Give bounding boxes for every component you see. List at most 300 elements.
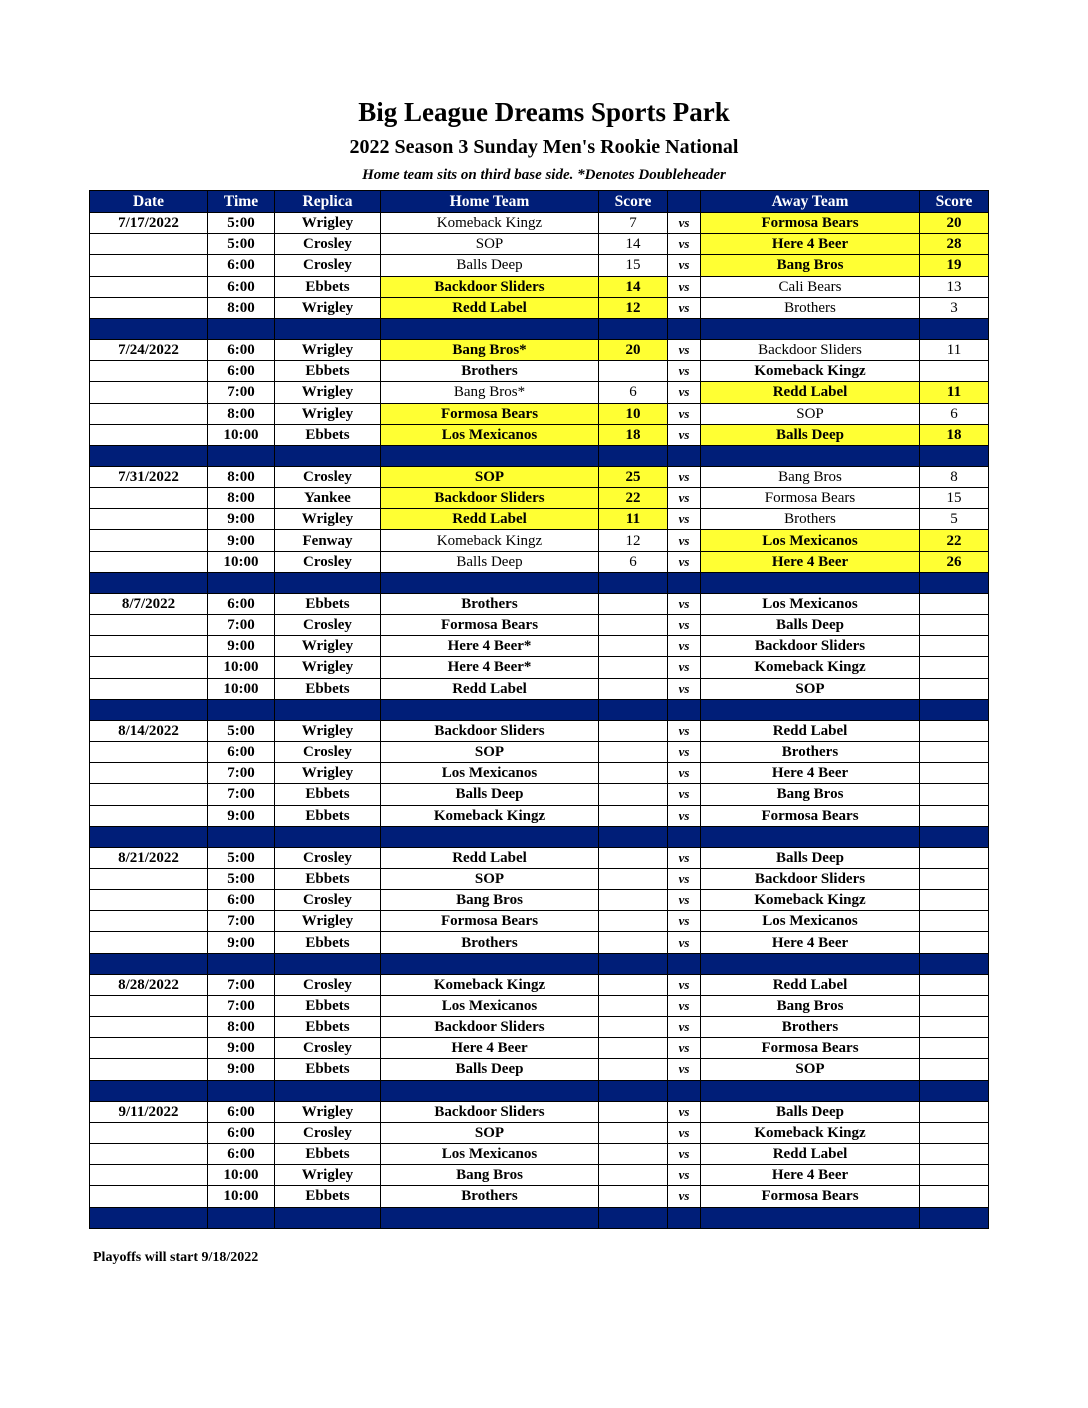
away-team-cell: Komeback Kingz xyxy=(701,657,920,678)
replica-cell: Crosley xyxy=(275,847,381,868)
away-team-cell: Formosa Bears xyxy=(701,1186,920,1207)
away-team-cell: Balls Deep xyxy=(701,615,920,636)
replica-cell: Wrigley xyxy=(275,911,381,932)
time-cell: 6:00 xyxy=(208,276,275,297)
home-team-cell: Komeback Kingz xyxy=(381,530,599,551)
separator-cell xyxy=(920,953,989,974)
home-score-cell xyxy=(599,763,668,784)
separator-cell xyxy=(668,826,701,847)
table-row xyxy=(90,805,989,826)
separator-cell xyxy=(701,953,920,974)
vs-cell: vs xyxy=(668,1038,701,1059)
home-score-cell xyxy=(599,678,668,699)
separator-cell xyxy=(90,699,208,720)
table-row xyxy=(90,466,989,487)
home-team-cell: Backdoor Sliders xyxy=(381,1101,599,1122)
away-team-cell: Redd Label xyxy=(701,974,920,995)
away-score-cell xyxy=(920,1059,989,1080)
home-score-cell xyxy=(599,995,668,1016)
home-score-cell: 20 xyxy=(599,339,668,360)
vs-cell: vs xyxy=(668,784,701,805)
replica-cell: Fenway xyxy=(275,530,381,551)
date-cell xyxy=(90,1038,208,1059)
vs-cell: vs xyxy=(668,551,701,572)
home-team-cell: Bang Bros* xyxy=(381,382,599,403)
replica-cell: Wrigley xyxy=(275,297,381,318)
separator-cell xyxy=(668,572,701,593)
date-cell: 7/24/2022 xyxy=(90,339,208,360)
vs-cell: vs xyxy=(668,1143,701,1164)
home-team-cell: Komeback Kingz xyxy=(381,974,599,995)
replica-cell: Crosley xyxy=(275,1038,381,1059)
time-cell: 10:00 xyxy=(208,657,275,678)
replica-cell: Ebbets xyxy=(275,1186,381,1207)
home-team-cell: Redd Label xyxy=(381,847,599,868)
replica-cell: Ebbets xyxy=(275,1143,381,1164)
home-score-cell xyxy=(599,657,668,678)
replica-cell: Wrigley xyxy=(275,1165,381,1186)
week-separator-row xyxy=(90,826,989,847)
away-team-cell: Here 4 Beer xyxy=(701,234,920,255)
page-subtitle: 2022 Season 3 Sunday Men's Rookie National xyxy=(349,136,739,158)
away-team-cell: Backdoor Sliders xyxy=(701,636,920,657)
home-score-cell xyxy=(599,741,668,762)
date-cell: 9/11/2022 xyxy=(90,1101,208,1122)
time-cell: 6:00 xyxy=(208,1101,275,1122)
table-row xyxy=(90,890,989,911)
replica-cell: Wrigley xyxy=(275,403,381,424)
separator-cell xyxy=(701,826,920,847)
home-score-cell xyxy=(599,784,668,805)
separator-cell xyxy=(208,826,275,847)
time-cell: 6:00 xyxy=(208,1122,275,1143)
time-cell: 9:00 xyxy=(208,1059,275,1080)
time-cell: 7:00 xyxy=(208,763,275,784)
time-cell: 10:00 xyxy=(208,424,275,445)
away-score-cell: 8 xyxy=(920,466,989,487)
away-team-cell: Brothers xyxy=(701,741,920,762)
vs-cell: vs xyxy=(668,509,701,530)
separator-cell xyxy=(668,699,701,720)
col-away-team: Away Team xyxy=(701,191,920,213)
separator-cell xyxy=(275,572,381,593)
away-team-cell: SOP xyxy=(701,403,920,424)
separator-cell xyxy=(599,572,668,593)
time-cell: 5:00 xyxy=(208,234,275,255)
replica-cell: Wrigley xyxy=(275,657,381,678)
home-score-cell: 6 xyxy=(599,551,668,572)
away-team-cell: Bang Bros xyxy=(701,784,920,805)
replica-cell: Crosley xyxy=(275,234,381,255)
time-cell: 9:00 xyxy=(208,932,275,953)
date-cell: 8/14/2022 xyxy=(90,720,208,741)
date-cell: 8/7/2022 xyxy=(90,593,208,614)
away-team-cell: Redd Label xyxy=(701,720,920,741)
replica-cell: Ebbets xyxy=(275,932,381,953)
away-team-cell: Formosa Bears xyxy=(701,805,920,826)
separator-cell xyxy=(381,826,599,847)
home-team-cell: SOP xyxy=(381,1122,599,1143)
table-row xyxy=(90,593,989,614)
replica-cell: Ebbets xyxy=(275,593,381,614)
vs-cell: vs xyxy=(668,615,701,636)
home-score-cell xyxy=(599,1101,668,1122)
vs-cell: vs xyxy=(668,361,701,382)
home-score-cell: 18 xyxy=(599,424,668,445)
away-score-cell xyxy=(920,1165,989,1186)
away-score-cell xyxy=(920,995,989,1016)
home-score-cell xyxy=(599,1143,668,1164)
home-team-cell: SOP xyxy=(381,234,599,255)
table-row xyxy=(90,678,989,699)
away-team-cell: Komeback Kingz xyxy=(701,890,920,911)
date-cell xyxy=(90,911,208,932)
home-score-cell: 6 xyxy=(599,382,668,403)
time-cell: 6:00 xyxy=(208,255,275,276)
home-team-cell: Balls Deep xyxy=(381,784,599,805)
time-cell: 9:00 xyxy=(208,805,275,826)
time-cell: 8:00 xyxy=(208,466,275,487)
separator-cell xyxy=(701,1207,920,1228)
table-row xyxy=(90,868,989,889)
separator-cell xyxy=(701,318,920,339)
table-row xyxy=(90,403,989,424)
vs-cell: vs xyxy=(668,911,701,932)
vs-cell: vs xyxy=(668,1059,701,1080)
table-row xyxy=(90,488,989,509)
table-row xyxy=(90,1122,989,1143)
time-cell: 8:00 xyxy=(208,1017,275,1038)
home-team-cell: Los Mexicanos xyxy=(381,424,599,445)
vs-cell: vs xyxy=(668,636,701,657)
home-team-cell: Los Mexicanos xyxy=(381,1143,599,1164)
home-score-cell: 11 xyxy=(599,509,668,530)
date-cell xyxy=(90,276,208,297)
replica-cell: Ebbets xyxy=(275,995,381,1016)
col-time: Time xyxy=(208,191,275,213)
away-score-cell xyxy=(920,890,989,911)
time-cell: 6:00 xyxy=(208,593,275,614)
table-row xyxy=(90,339,989,360)
replica-cell: Ebbets xyxy=(275,1059,381,1080)
table-row xyxy=(90,530,989,551)
table-row xyxy=(90,1165,989,1186)
separator-cell xyxy=(208,572,275,593)
away-team-cell: Komeback Kingz xyxy=(701,1122,920,1143)
away-team-cell: Brothers xyxy=(701,297,920,318)
replica-cell: Crosley xyxy=(275,466,381,487)
away-team-cell: Formosa Bears xyxy=(701,488,920,509)
home-score-cell xyxy=(599,805,668,826)
replica-cell: Crosley xyxy=(275,974,381,995)
home-score-cell: 15 xyxy=(599,255,668,276)
date-cell xyxy=(90,1165,208,1186)
home-score-cell xyxy=(599,1017,668,1038)
home-team-cell: Komeback Kingz xyxy=(381,213,599,234)
away-team-cell: Redd Label xyxy=(701,1143,920,1164)
vs-cell: vs xyxy=(668,403,701,424)
home-score-cell xyxy=(599,720,668,741)
home-team-cell: Formosa Bears xyxy=(381,403,599,424)
home-team-cell: Brothers xyxy=(381,361,599,382)
home-team-cell: Brothers xyxy=(381,593,599,614)
vs-cell: vs xyxy=(668,678,701,699)
home-team-cell: Backdoor Sliders xyxy=(381,1017,599,1038)
away-team-cell: Cali Bears xyxy=(701,276,920,297)
separator-cell xyxy=(208,318,275,339)
away-score-cell xyxy=(920,763,989,784)
separator-cell xyxy=(920,1207,989,1228)
away-team-cell: Komeback Kingz xyxy=(701,361,920,382)
home-team-cell: Here 4 Beer* xyxy=(381,657,599,678)
date-cell xyxy=(90,234,208,255)
table-row xyxy=(90,424,989,445)
time-cell: 6:00 xyxy=(208,1143,275,1164)
separator-cell xyxy=(599,318,668,339)
home-score-cell xyxy=(599,1165,668,1186)
date-cell xyxy=(90,1017,208,1038)
away-score-cell: 5 xyxy=(920,509,989,530)
separator-cell xyxy=(90,1207,208,1228)
home-team-cell: SOP xyxy=(381,466,599,487)
away-score-cell xyxy=(920,911,989,932)
time-cell: 10:00 xyxy=(208,1186,275,1207)
table-row xyxy=(90,720,989,741)
table-row xyxy=(90,509,989,530)
time-cell: 10:00 xyxy=(208,1165,275,1186)
away-team-cell: Backdoor Sliders xyxy=(701,868,920,889)
home-score-cell xyxy=(599,847,668,868)
date-cell xyxy=(90,1186,208,1207)
away-score-cell xyxy=(920,657,989,678)
away-score-cell: 20 xyxy=(920,213,989,234)
separator-cell xyxy=(668,1207,701,1228)
vs-cell: vs xyxy=(668,1101,701,1122)
away-team-cell: Balls Deep xyxy=(701,1101,920,1122)
vs-cell: vs xyxy=(668,255,701,276)
away-score-cell xyxy=(920,615,989,636)
replica-cell: Wrigley xyxy=(275,339,381,360)
date-cell xyxy=(90,657,208,678)
separator-cell xyxy=(90,953,208,974)
col-date: Date xyxy=(90,191,208,213)
home-team-cell: Los Mexicanos xyxy=(381,763,599,784)
date-cell xyxy=(90,890,208,911)
time-cell: 7:00 xyxy=(208,995,275,1016)
time-cell: 9:00 xyxy=(208,530,275,551)
home-team-cell: Balls Deep xyxy=(381,255,599,276)
vs-cell: vs xyxy=(668,1165,701,1186)
separator-cell xyxy=(381,1080,599,1101)
away-score-cell xyxy=(920,1017,989,1038)
home-team-cell: Brothers xyxy=(381,932,599,953)
home-score-cell xyxy=(599,1122,668,1143)
home-score-cell xyxy=(599,1038,668,1059)
separator-cell xyxy=(275,826,381,847)
table-row xyxy=(90,382,989,403)
table-row xyxy=(90,551,989,572)
away-score-cell xyxy=(920,720,989,741)
home-score-cell xyxy=(599,932,668,953)
col-replica: Replica xyxy=(275,191,381,213)
separator-cell xyxy=(275,1080,381,1101)
vs-cell: vs xyxy=(668,297,701,318)
separator-cell xyxy=(90,1080,208,1101)
vs-cell: vs xyxy=(668,488,701,509)
date-cell: 8/28/2022 xyxy=(90,974,208,995)
home-team-cell: Balls Deep xyxy=(381,551,599,572)
home-score-cell: 22 xyxy=(599,488,668,509)
home-team-cell: Bang Bros xyxy=(381,1165,599,1186)
table-row xyxy=(90,297,989,318)
separator-cell xyxy=(701,572,920,593)
home-team-cell: Formosa Bears xyxy=(381,615,599,636)
date-cell xyxy=(90,1122,208,1143)
date-cell: 7/31/2022 xyxy=(90,466,208,487)
home-team-cell: Redd Label xyxy=(381,297,599,318)
separator-cell xyxy=(381,445,599,466)
vs-cell: vs xyxy=(668,593,701,614)
home-team-cell: Brothers xyxy=(381,1186,599,1207)
date-cell xyxy=(90,678,208,699)
footer-note: Playoffs will start 9/18/2022 xyxy=(93,1250,259,1265)
home-score-cell: 25 xyxy=(599,466,668,487)
week-separator-row xyxy=(90,1080,989,1101)
vs-cell: vs xyxy=(668,741,701,762)
time-cell: 10:00 xyxy=(208,551,275,572)
away-team-cell: Bang Bros xyxy=(701,466,920,487)
vs-cell: vs xyxy=(668,530,701,551)
header-row xyxy=(90,191,989,213)
home-score-cell xyxy=(599,868,668,889)
separator-cell xyxy=(208,1080,275,1101)
home-score-cell xyxy=(599,890,668,911)
away-score-cell xyxy=(920,784,989,805)
time-cell: 7:00 xyxy=(208,615,275,636)
replica-cell: Wrigley xyxy=(275,213,381,234)
home-score-cell: 12 xyxy=(599,297,668,318)
time-cell: 5:00 xyxy=(208,720,275,741)
away-team-cell: Los Mexicanos xyxy=(701,593,920,614)
away-team-cell: Bang Bros xyxy=(701,995,920,1016)
separator-cell xyxy=(599,699,668,720)
replica-cell: Yankee xyxy=(275,488,381,509)
vs-cell: vs xyxy=(668,974,701,995)
away-score-cell: 19 xyxy=(920,255,989,276)
replica-cell: Crosley xyxy=(275,741,381,762)
date-cell xyxy=(90,615,208,636)
away-team-cell: Formosa Bears xyxy=(701,1038,920,1059)
separator-cell xyxy=(275,953,381,974)
schedule-body xyxy=(90,213,989,1229)
table-row xyxy=(90,1017,989,1038)
week-separator-row xyxy=(90,572,989,593)
week-separator-row xyxy=(90,318,989,339)
date-cell xyxy=(90,741,208,762)
away-team-cell: SOP xyxy=(701,678,920,699)
col-home-team: Home Team xyxy=(381,191,599,213)
replica-cell: Crosley xyxy=(275,1122,381,1143)
away-score-cell: 13 xyxy=(920,276,989,297)
time-cell: 5:00 xyxy=(208,213,275,234)
away-team-cell: Redd Label xyxy=(701,382,920,403)
home-team-cell: Formosa Bears xyxy=(381,911,599,932)
away-score-cell: 3 xyxy=(920,297,989,318)
vs-cell: vs xyxy=(668,339,701,360)
vs-cell: vs xyxy=(668,995,701,1016)
separator-cell xyxy=(599,1207,668,1228)
separator-cell xyxy=(208,1207,275,1228)
vs-cell: vs xyxy=(668,382,701,403)
table-row xyxy=(90,1059,989,1080)
schedule-note: Home team sits on third base side. *Denotes Doubleheader xyxy=(362,167,726,183)
table-row xyxy=(90,932,989,953)
replica-cell: Wrigley xyxy=(275,763,381,784)
time-cell: 8:00 xyxy=(208,297,275,318)
separator-cell xyxy=(599,445,668,466)
away-score-cell: 11 xyxy=(920,339,989,360)
table-row xyxy=(90,847,989,868)
col-away-score: Score xyxy=(920,191,989,213)
col-vs xyxy=(668,191,701,213)
away-score-cell xyxy=(920,678,989,699)
separator-cell xyxy=(920,699,989,720)
home-score-cell: 12 xyxy=(599,530,668,551)
home-team-cell: SOP xyxy=(381,868,599,889)
away-score-cell: 28 xyxy=(920,234,989,255)
table-row xyxy=(90,741,989,762)
time-cell: 5:00 xyxy=(208,847,275,868)
separator-cell xyxy=(668,318,701,339)
vs-cell: vs xyxy=(668,657,701,678)
time-cell: 6:00 xyxy=(208,890,275,911)
vs-cell: vs xyxy=(668,932,701,953)
table-row xyxy=(90,974,989,995)
date-cell: 7/17/2022 xyxy=(90,213,208,234)
time-cell: 7:00 xyxy=(208,974,275,995)
away-team-cell: SOP xyxy=(701,1059,920,1080)
away-score-cell xyxy=(920,1186,989,1207)
away-team-cell: Bang Bros xyxy=(701,255,920,276)
vs-cell: vs xyxy=(668,890,701,911)
away-team-cell: Here 4 Beer xyxy=(701,551,920,572)
separator-cell xyxy=(920,826,989,847)
separator-cell xyxy=(381,572,599,593)
vs-cell: vs xyxy=(668,424,701,445)
separator-cell xyxy=(668,445,701,466)
vs-cell: vs xyxy=(668,805,701,826)
table-row xyxy=(90,763,989,784)
separator-cell xyxy=(920,1080,989,1101)
date-cell: 8/21/2022 xyxy=(90,847,208,868)
table-row xyxy=(90,361,989,382)
home-team-cell: Redd Label xyxy=(381,509,599,530)
separator-cell xyxy=(920,572,989,593)
away-score-cell xyxy=(920,805,989,826)
separator-cell xyxy=(275,699,381,720)
separator-cell xyxy=(90,318,208,339)
separator-cell xyxy=(599,953,668,974)
away-team-cell: Brothers xyxy=(701,1017,920,1038)
home-team-cell: Los Mexicanos xyxy=(381,995,599,1016)
away-score-cell: 26 xyxy=(920,551,989,572)
separator-cell xyxy=(920,318,989,339)
replica-cell: Wrigley xyxy=(275,636,381,657)
home-team-cell: Here 4 Beer* xyxy=(381,636,599,657)
home-team-cell: Redd Label xyxy=(381,678,599,699)
time-cell: 7:00 xyxy=(208,784,275,805)
table-row xyxy=(90,1186,989,1207)
